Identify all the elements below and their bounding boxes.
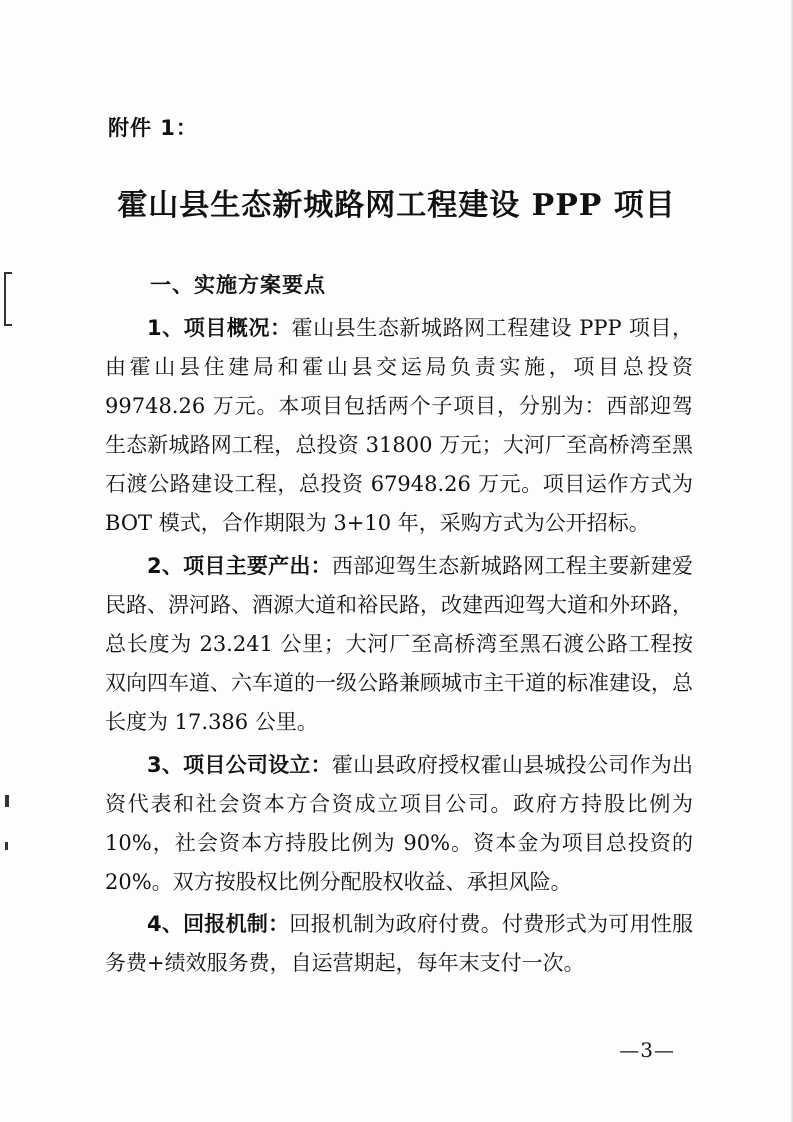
attachment-label: 附件 1： (108, 116, 198, 140)
paragraph-project-company (105, 746, 693, 902)
paragraph-project-output (105, 547, 693, 742)
binding-tick (5, 795, 9, 807)
paragraph-lead: 4、回报机制： (147, 912, 290, 936)
paragraph-project-overview (105, 309, 693, 543)
paragraph-return-mechanism (105, 905, 693, 983)
paragraph-body: 回报机制为政府付费。付费形式为可用性服务费+绩效服务费，自运营期起，每年末支付一次。 (105, 912, 693, 975)
paragraph-lead: 2、项目主要产出： (147, 554, 332, 578)
binding-tick (5, 842, 8, 850)
paragraph-body: 霍山县政府授权霍山县城投公司作为出资代表和社会资本方合资成立项目公司。政府方持股比例为 10%，社会资本方持股比例为 90%。资本金为项目总投资的 20%。双方按股权比例分配股权收益、承担风险。 (105, 753, 693, 894)
document-title: 霍山县生态新城路网工程建设 PPP 项目 (117, 188, 676, 223)
paragraph-body: 霍山县生态新城路网工程建设 PPP 项目，由霍山县住建局和霍山县交运局负责实施，项目总投资 99748.26 万元。本项目包括两个子项目，分别为：西部迎驾生态新城路网工程，总投资 31800 万元；大河厂至高桥湾至黑石渡公路建设工程，总投资 67948.26 万元。项目运作方式为 BOT 模式，合作期限为 3+10 年，采购方式为公开招标。 (105, 316, 693, 535)
page-number: —3— (619, 1038, 675, 1062)
section-heading: 一、实施方案要点 (150, 273, 326, 297)
paragraph-lead: 3、项目公司设立： (147, 753, 332, 777)
paragraph-body: 西部迎驾生态新城路网工程主要新建爱民路、淠河路、酒源大道和裕民路，改建西迎驾大道和外环路，总长度为 23.241 公里；大河厂至高桥湾至黑石渡公路工程按双向四车道、六车道的一级公路兼顾城市主干道的标准建设，总长度为 17.386 公里。 (105, 554, 693, 734)
paragraph-lead: 1、项目概况： (147, 316, 292, 340)
binding-mark (4, 272, 12, 326)
